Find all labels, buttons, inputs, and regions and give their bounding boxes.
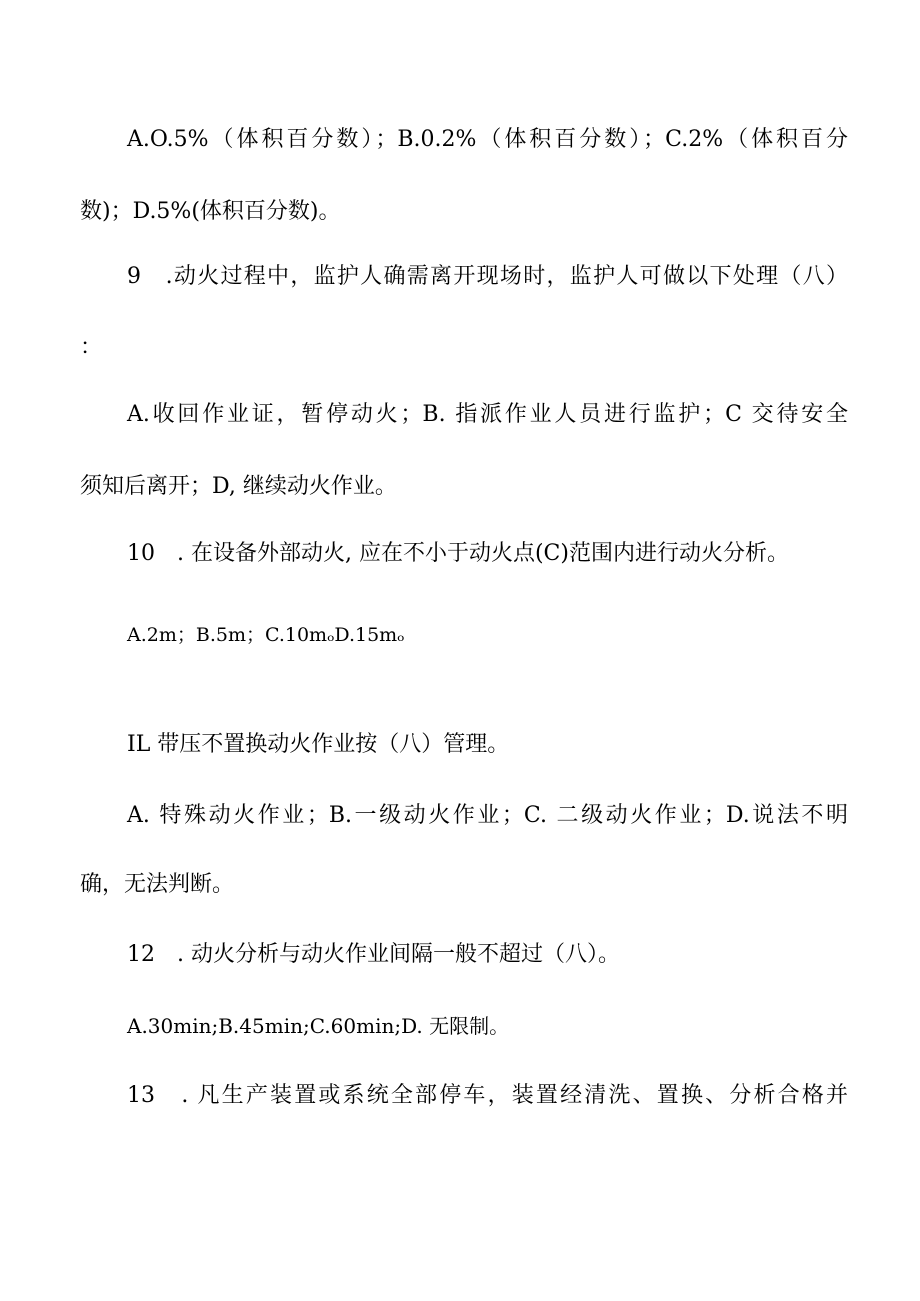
text-line: 须知后离开；D, 继续动火作业。 (80, 474, 397, 499)
question-9: 9 .动火过程中，监护人确需离开现场时，监护人可做以下处理（八） (127, 264, 848, 289)
options-12: A.30min;B.45min;C.60min;D. 无限制。 (127, 1014, 510, 1038)
question-11: IL 带压不置换动火作业按（八）管理。 (127, 732, 510, 757)
text-line: 数)；D.5%(体积百分数)。 (80, 199, 341, 224)
question-12: 12 . 动火分析与动火作业间隔一般不超过（八）。 (127, 942, 620, 967)
text-line: ： (80, 335, 103, 360)
options-10: A.2m；B.5m；C.10mₒD.15mₒ (127, 624, 405, 646)
question-13: 13 . 凡生产装置或系统全部停车，装置经清洗、置换、分析合格并 (127, 1083, 848, 1108)
text-line: A.O.5%（体积百分数）；B.0.2%（体积百分数）；C.2%（体积百分 (127, 127, 848, 152)
question-10: 10 . 在设备外部动火, 应在不小于动火点(C)范围内进行动火分析。 (127, 541, 789, 566)
options-11: A. 特殊动火作业；B.一级动火作业；C. 二级动火作业；D.说法不明 (127, 803, 848, 828)
text-line: 确，无法判断。 (80, 872, 235, 897)
options-9: A.收回作业证，暂停动火；B. 指派作业人员进行监护；C 交待安全 (127, 402, 848, 427)
